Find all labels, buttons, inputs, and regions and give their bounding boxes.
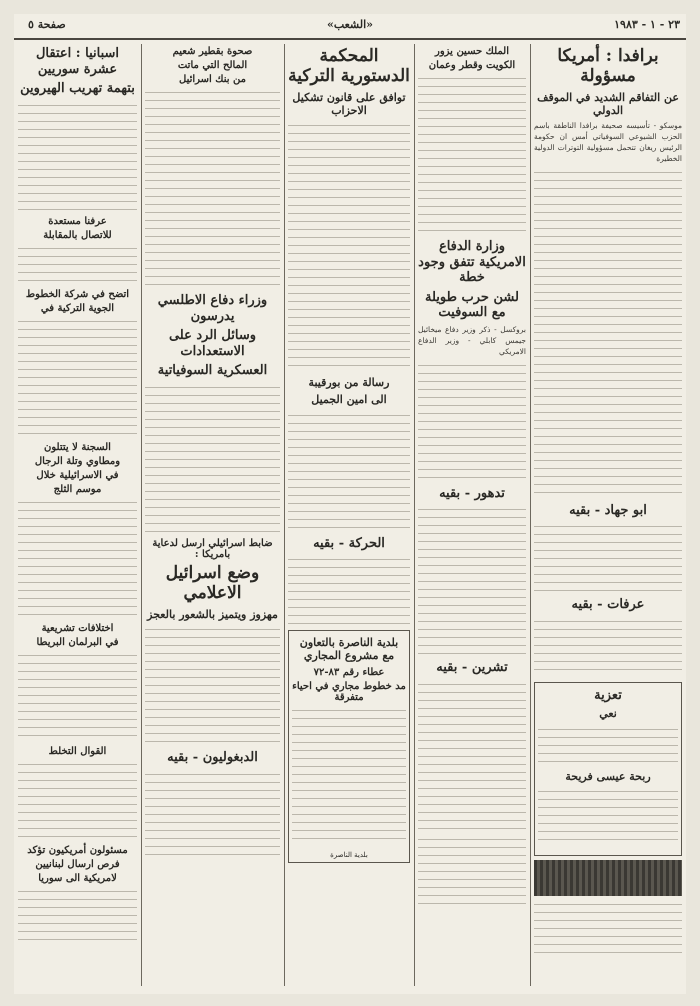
notice-title: بلدية الناصرة بالتعاون مع مشروع المجاري: [299, 636, 399, 663]
continued-heading: الدبغوليون - بقيه: [167, 749, 258, 765]
page-number: صفحة ٥: [28, 18, 66, 31]
short-subheadline: لامريكية الى سوريا: [38, 872, 117, 884]
short-subheadline: الجوية التركية في: [40, 302, 115, 314]
column-pravda: [534, 44, 682, 986]
article-body: [145, 383, 280, 533]
issue-date: ٢٣ - ١ - ١٩٨٣: [614, 18, 680, 31]
continued-heading: تشرين - بقيه: [436, 660, 508, 676]
article-body: [18, 651, 137, 741]
article-subheadline: مهزوز ويتميز بالشعور بالعجز: [147, 607, 278, 621]
article-body: [418, 835, 526, 905]
short-subheadline: فرص ارسال لبنانيين: [35, 858, 120, 870]
obituary-body: [538, 725, 678, 765]
article-headline: المحكمة الدستورية التركية: [288, 46, 410, 87]
obituary-title: تعزية: [594, 687, 622, 703]
continued-heading: الحركة - بقيه: [313, 535, 385, 551]
article-body: [288, 411, 410, 531]
article-body: [534, 617, 682, 677]
article-lead: موسكو - تأسيسه صحيفة برافدا الناطقة باسم الحزب الشيوعي السوفياتي أمس ان حكومة الرئيس ريغان تتحمل مسؤولية التوترات الدولية الخطيرة: [534, 121, 682, 163]
article-body: [534, 522, 682, 592]
continued-heading: تدهور - بقيه: [439, 485, 505, 501]
obituary-box: [534, 682, 682, 856]
short-subheadline: موسم الثلج: [53, 483, 102, 495]
short-subheadline: في البرلمان البريطا: [36, 636, 119, 648]
article-body: [18, 101, 137, 211]
column-rule: [141, 44, 142, 986]
continued-heading: عرفات - بقيه: [571, 597, 645, 613]
article-body: [418, 505, 526, 655]
continued-heading: ابو جهاد - بقيه: [569, 502, 647, 518]
article-body: [534, 168, 682, 498]
page-header: [14, 14, 686, 40]
notice-body: [292, 706, 406, 846]
article-headline: وزراء دفاع الاطلسي يدرسون: [157, 293, 268, 324]
column-nato: [145, 44, 280, 986]
notice-number: عطاء رقم ٨٣-٧٢: [313, 666, 385, 678]
short-subheadline: من بنك اسرائيل: [179, 74, 246, 85]
article-subheadline: توافق على قانون تشكيل الاحزاب: [292, 90, 406, 117]
paper-name: «الشعب»: [326, 18, 374, 31]
article-body: [18, 317, 137, 437]
article-subheadline: وسائل الرد على الاستعدادات: [168, 328, 257, 359]
short-subheadline: الكويت وقطر وعمان: [428, 60, 516, 71]
short-subheadline: للاتصال بالمقابلة: [43, 229, 112, 241]
short-headline: مسئولون أمريكيون تؤكد: [27, 844, 128, 856]
article-body: [418, 361, 526, 481]
short-subheadline: الى امين الجميل: [311, 393, 387, 407]
article-body: [145, 625, 280, 745]
short-headline: الملك حسين يزور: [435, 46, 509, 57]
article-body: [18, 887, 137, 947]
obituary-name: ربحة عيسى فريحة: [565, 769, 651, 783]
article-headline: برافدا : أمريكا مسؤولة: [557, 46, 659, 87]
article-lead: بروكسل - ذكر وزير دفاع ميخائيل جيمس كابلي - وزير الدفاع الامريكي: [418, 324, 526, 356]
article-body: [145, 88, 280, 288]
article-subheadline: عن التفاقم الشديد في الموقف الدولي: [537, 90, 679, 117]
short-headline: ضابط اسرائيلي ارسل لدعاية بامريكا :: [152, 537, 273, 560]
article-body: [18, 760, 137, 840]
obituary-label: نعي: [599, 707, 617, 721]
article-body: [18, 498, 137, 618]
tender-notice: [288, 630, 410, 862]
column-rule: [530, 44, 531, 986]
short-headline: السجنة لا يتتلون: [44, 441, 111, 453]
column-rule: [284, 44, 285, 986]
article-body: [18, 244, 137, 284]
notice-subject: مد خطوط مجاري في احياء متفرقة: [292, 680, 406, 703]
short-headline: اختلافات تشريعية: [41, 622, 114, 634]
column-defense: [418, 44, 526, 986]
short-headline: رسالة من بورقيبة: [308, 376, 390, 390]
article-body: [288, 121, 410, 371]
short-subheadline: المالح التي ماتت: [177, 60, 248, 71]
obituary-body: [538, 787, 678, 847]
short-headline: القوال التخلط: [48, 745, 107, 757]
article-headline: وزارة الدفاع الامريكية تتفق وجود خطة: [418, 239, 526, 286]
article-body: [288, 555, 410, 625]
short-headline: عرفنا مستعدة: [48, 215, 107, 227]
article-subheadline: بتهمة تهريب الهيروين: [20, 81, 135, 97]
article-body: [145, 770, 280, 860]
article-body: [418, 74, 526, 234]
article-headline: اسبانيا : اعتقال عشرة سوريين: [35, 46, 119, 77]
ad-body: [534, 900, 682, 960]
ad-banner: [534, 860, 682, 896]
article-headline: وضع اسرائيل الاعلامي: [165, 562, 260, 604]
column-rule: [414, 44, 415, 986]
short-subheadline: ومطاوي وتلة الرجال: [34, 455, 121, 467]
newspaper-page: [14, 14, 686, 994]
short-headline: اتضح في شركة الخطوط: [25, 288, 130, 300]
notice-signature: بلدية الناصرة: [330, 850, 368, 859]
column-turkey: [288, 44, 410, 986]
column-spain: [18, 44, 137, 986]
short-headline: صحوة بقطير شعيم: [172, 46, 253, 57]
article-subheadline: العسكرية السوفياتية: [157, 363, 268, 379]
article-subheadline: لشن حرب طويلة مع السوفيت: [425, 289, 519, 321]
article-body: [418, 680, 526, 830]
short-subheadline: في الاسرائيلية خلال: [36, 469, 119, 481]
